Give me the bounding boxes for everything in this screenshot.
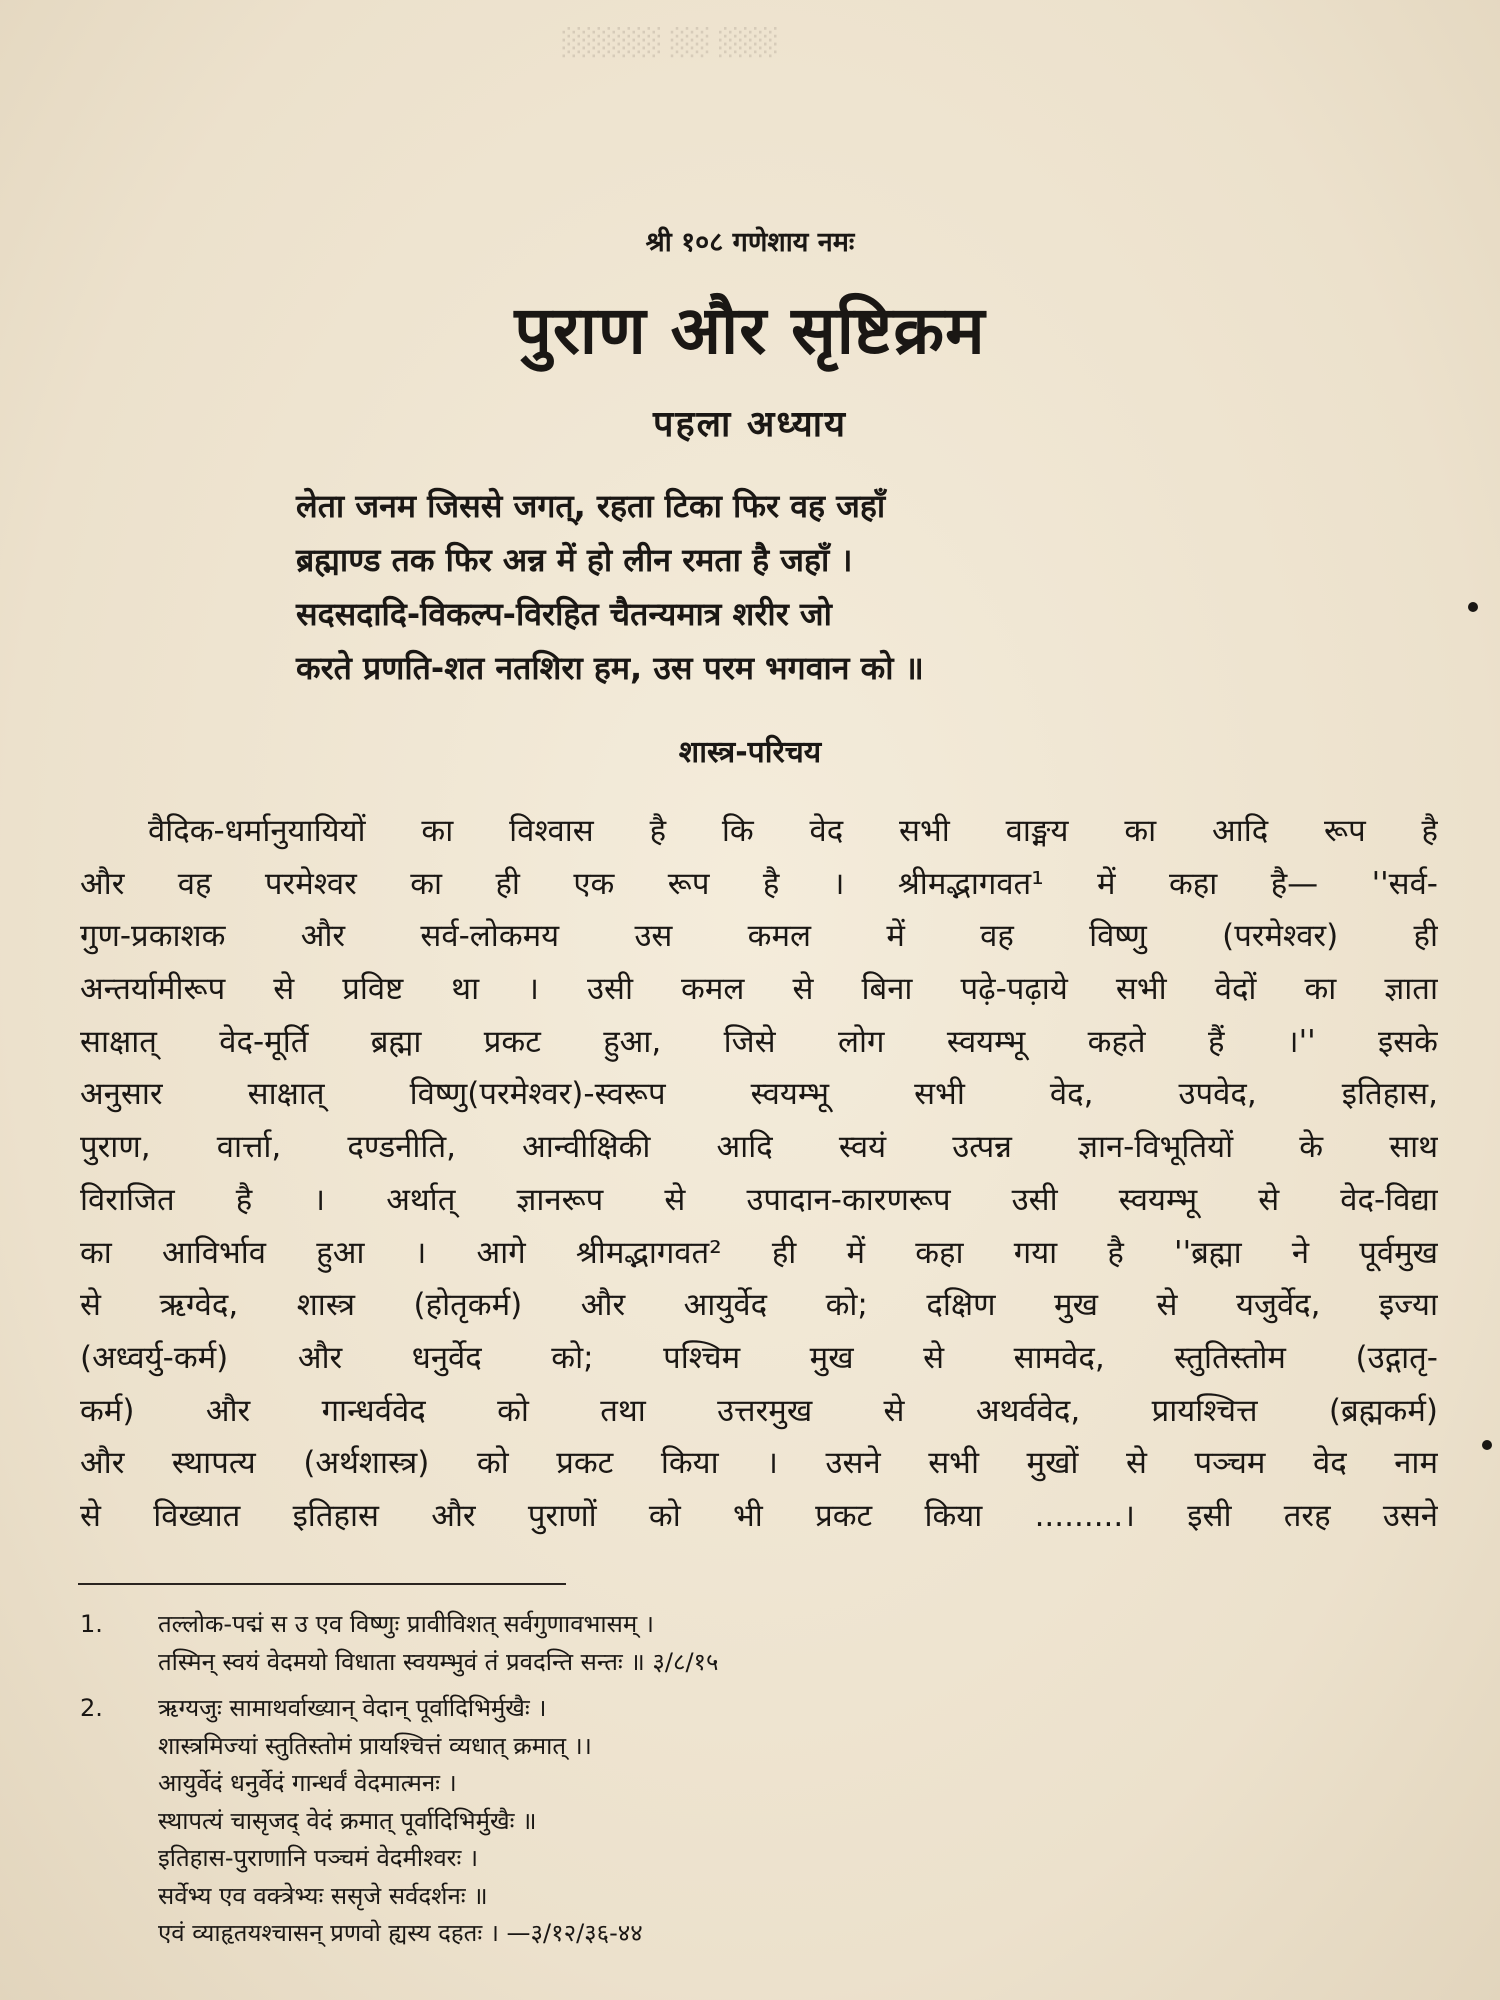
body-line: गुण-प्रकाशक और सर्व-लोकमय उस कमल में वह विष्णु (परमेश्वर) ही [80, 918, 1438, 955]
body-paragraph [80, 805, 1438, 1543]
footnote-number: 1. [80, 1610, 103, 1638]
footnote-line: इतिहास-पुराणानि पञ्चमं वेदमीश्वरः । [158, 1844, 479, 1872]
body-line: पुराण, वार्त्ता, दण्डनीति, आन्वीक्षिकी आदि स्वयं उत्पन्न ज्ञान-विभूतियों के साथ [80, 1129, 1438, 1166]
footnote-divider [78, 1583, 566, 1585]
footnote-number: 2. [80, 1694, 103, 1722]
footnote-line: आयुर्वेदं धनुर्वेदं गान्धर्वं वेदमात्मनः । [158, 1769, 457, 1797]
chapter-heading: पहला अध्याय [653, 404, 847, 445]
footnote-line: एवं व्याहृतयश्चासन् प्रणवो ह्यस्य दहतः । —३/१२/३६-४४ [158, 1919, 643, 1947]
ink-spot-decoration [1468, 602, 1478, 612]
footnote-line: तस्मिन् स्वयं वेदमयो विधाता स्वयम्भुवं तं प्रवदन्ति सन्तः ॥ ३/८/१५ [158, 1647, 719, 1676]
bleed-through-decoration: ░░░ ░░ ░░░░░ [560, 28, 777, 58]
body-line: और वह परमेश्वर का ही एक रूप है । श्रीमद्भागवत¹ में कहा है— ''सर्व- [80, 865, 1438, 902]
body-line: वैदिक-धर्मानुयायियों का विश्वास है कि वेद सभी वाङ्मय का आदि रूप है [148, 813, 1438, 849]
footnote-line: तल्लोक-पद्मं स उ एव विष्णुः प्रावीविशत् सर्वगुणावभासम् । [158, 1610, 654, 1638]
footnote-line: सर्वेभ्य एव वक्त्रेभ्यः ससृजे सर्वदर्शनः ॥ [158, 1881, 488, 1910]
body-line: विराजित है । अर्थात् ज्ञानरूप से उपादान-कारणरूप उसी स्वयम्भू से वेद-विद्या [80, 1181, 1438, 1218]
body-line: (अध्वर्यु-कर्म) और धनुर्वेद को; पश्चिम मुख से सामवेद, स्तुतिस्तोम (उद्गातृ- [80, 1339, 1438, 1376]
body-line: से ऋग्वेद, शास्त्र (होतृकर्म) और आयुर्वेद को; दक्षिण मुख से यजुर्वेद, इज्या [80, 1287, 1438, 1324]
body-line: अनुसार साक्षात् विष्णु(परमेश्वर)-स्वरूप स्वयम्भू सभी वेद, उपवेद, इतिहास, [80, 1076, 1438, 1113]
invocation-line: श्री १०८ गणेशाय नमः [645, 227, 855, 258]
body-line: कर्म) और गान्धर्ववेद को तथा उत्तरमुख से अथर्ववेद, प्रायश्चित्त (ब्रह्मकर्म) [80, 1392, 1438, 1429]
page-title: पुराण और सृष्टिक्रम [514, 292, 986, 369]
ink-spot-decoration [1482, 1440, 1492, 1450]
body-line: और स्थापत्य (अर्थशास्त्र) को प्रकट किया । उसने सभी मुखों से पञ्चम वेद नाम [80, 1445, 1438, 1482]
verse-line: लेता जनम जिससे जगत्, रहता टिका फिर वह जहाँ [296, 487, 886, 525]
footnote-line: शास्त्रमिज्यां स्तुतिस्तोमं प्रायश्चित्तं व्यधात् क्रमात् ।। [158, 1731, 592, 1760]
verse-line: करते प्रणति-शत नतशिरा हम, उस परम भगवान को ॥ [296, 649, 924, 687]
body-line: अन्तर्यामीरूप से प्रविष्ट था । उसी कमल से बिना पढ़े-पढ़ाये सभी वेदों का ज्ञाता [80, 971, 1438, 1008]
footnote-line: ऋग्यजुः सामाथर्वाख्यान् वेदान् पूर्वादिभिर्मुखैः । [158, 1694, 547, 1722]
section-heading: शास्त्र-परिचय [678, 735, 822, 770]
opening-verse [296, 479, 1256, 695]
body-line: से विख्यात इतिहास और पुराणों को भी प्रकट किया .........। इसी तरह उसने [80, 1497, 1438, 1534]
body-line: का आविर्भाव हुआ । आगे श्रीमद्भागवत² ही में कहा गया है ''ब्रह्मा ने पूर्वमुख [80, 1234, 1438, 1271]
footnote-line: स्थापत्यं चासृजद् वेदं क्रमात् पूर्वादिभिर्मुखैः ॥ [158, 1806, 537, 1835]
footnote-1 [80, 1606, 1380, 1681]
verse-line: ब्रह्माण्ड तक फिर अन्न में हो लीन रमता है जहाँ । [296, 541, 853, 579]
footnote-2 [80, 1690, 1380, 1953]
verse-line: सदसदादि-विकल्प-विरहित चैतन्यमात्र शरीर जो [296, 595, 832, 633]
body-line: साक्षात् वेद-मूर्ति ब्रह्मा प्रकट हुआ, जिसे लोग स्वयम्भू कहते हैं ।'' इसके [80, 1023, 1438, 1060]
